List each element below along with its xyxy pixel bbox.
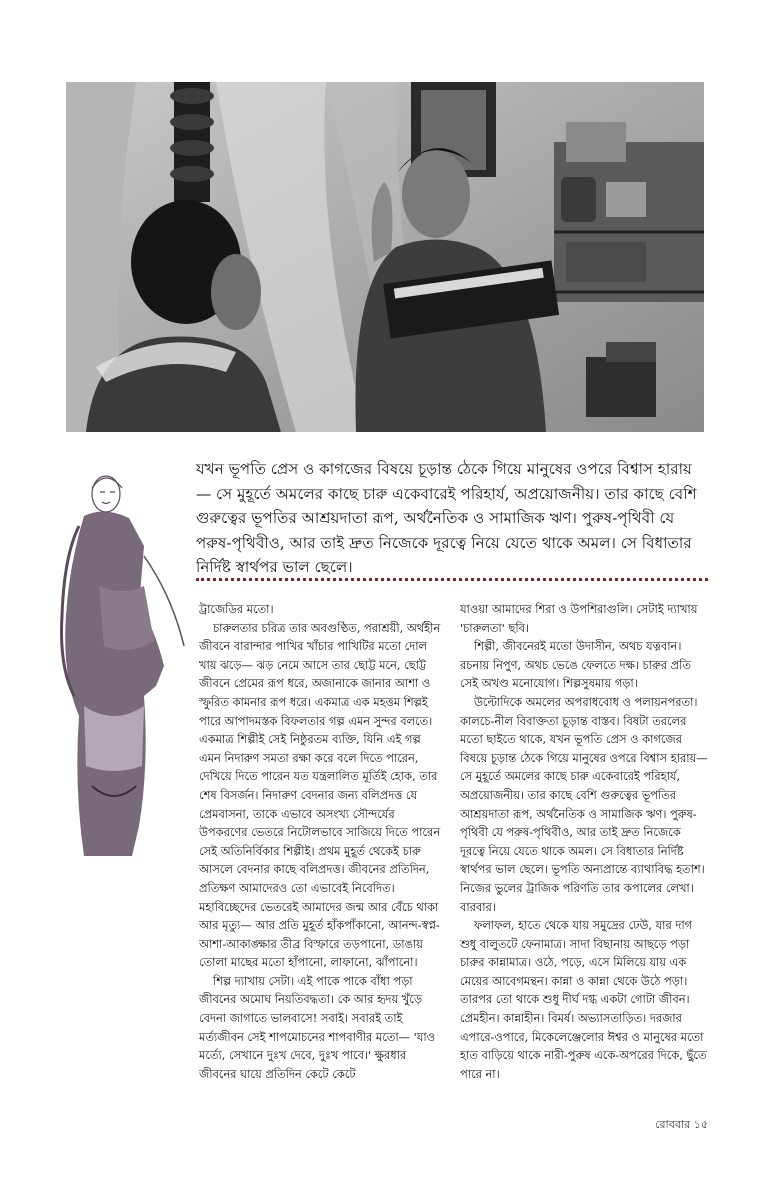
left-column <box>199 600 444 1083</box>
paragraph: উল্টোদিকে অমলের অপরাধবোধ ও পলায়নপরতা। কালচে-নীল বিবাক্ততা চূড়ান্ত বাস্তব। বিষটা তরলের মতো ছাইতে থাকে, যখন ভূপতি প্রেস ও কাগজের বিষয়ে চূড়ান্ত ঠেকে গিয়ে মানুষের ওপরে বিশ্বাস হারায়— সে মুহূর্তে অমলের কাছে চারু একেবারেই পরিহার্য, অপ্রয়োজনীয়। তার কাছে বেশি গুরুত্বের ভূপতির আশ্রয়দাতা রূপ, অর্থনৈতিক ও সামাজিক ঋণ। পুরুষ-পৃথিবী যে পরুষ-পৃথিবীও, আর তাই দ্রুত নিজেকে দূরত্বে নিয়ে যেতে থাকে অমল। সে বিধাতার নির্দিষ্ট স্বার্থপর ভাল ছেলে। ভূপতি অন্যপ্রান্তে ব্যাথাবিদ্ধ হতাশ। নিজের ভুলের ট্রাজিক পরিণতি তার কপালের লেখা। বারবার। <box>460 694 708 914</box>
paragraph: ট্রাজেডির মতো। <box>199 602 274 616</box>
paragraph: শিল্পী, জীবনেরই মতো উদাসীন, অথচ যত্নবান। রচনায় নিপুণ, অথচ ভেঙে ফেলতে দক্ষ। চারুর প্রতি সেই অখণ্ড মনোযোগ। শিল্পসুষমায় গড়া। <box>460 639 691 691</box>
pull-quote: যখন ভূপতি প্রেস ও কাগজের বিষয়ে চূড়ান্ত ঠেকে গিয়ে মানুষের ওপরে বিশ্বাস হারায়— সে মুহূর্তে অমলের কাছে চারু একেবারেই পরিহার্য, অপ্রয়োজনীয়। তার কাছে বেশি গুরুত্বের ভূপতির আশ্রয়দাতা রূপ, অর্থনৈতিক ও সামাজিক ঋণ। পুরুষ-পৃথিবী যে পরুষ-পৃথিবীও, আর তাই দ্রুত নিজেকে দূরত্বে নিয়ে যেতে থাকে অমল। সে বিধাতার নির্দিষ্ট স্বার্থপর ভাল ছেলে। <box>196 460 697 576</box>
saree-woman-sketch <box>44 466 194 861</box>
right-column <box>460 600 708 1083</box>
sketch-illustration <box>44 466 194 861</box>
paragraph: যাওয়া আমাদের শিরা ও উপশিরাগুলি। সেটাই দ্যাখায় 'চারুলতা' ছবি। <box>460 602 698 635</box>
photo-illustration <box>66 82 704 432</box>
page-footer: রোববার ১৫ <box>655 1118 708 1131</box>
paragraph: চারুলতার চরিত্র তার অবগুণ্ঠিত, পরাশ্রয়ী, অর্থহীন জীবনে বারান্দার পাখির খাঁচার পাখিটির মতো দোল খায় ঝড়ে— ঝড় নেমে আসে তার ছোট্ট মনে, ছোট্ট জীবনে প্রেমের রূপ ধরে, অজানাকে জানার আশা ও স্ফুরিত কামনার রূপ ধরে। একমাত্র এক মহত্তম শিল্পই পারে আপাদমস্তক বিফলতার গল্প এমন সুন্দর বলতে। একমাত্র শিল্পীই সেই নিষ্ঠুরতম ব্যক্তি, যিনি এই গল্প এমন নিদারুণ সমতা রক্ষা করে বলে দিতে পারেন, দেখিয়ে দিতে পারেন যত যন্ত্রলালিত মূর্তিই হোক, তার শেষ বিসর্জন। নিদারুণ বেদনার জন্য বলিপ্রদত্ত যে প্রেমবাসনা, তাকে এভাবে অসংখ্য সৌন্দর্যের উপকরণের ভেতরে নিটোলভাবে সাজিয়ে দিতে পারেন সেই অতিনির্বিকার শিল্পীই। প্রথম মুহূর্ত থেকেই চারু আসলে বেদনার কাছে বলিপ্রদত্ত। জীবনের প্রতিদিন, প্রতিক্ষণ আমাদেরও তো এভাবেই নিবেদিত। মহাবিচ্ছেদের ভেতরেই আমাদের জন্ম আর বেঁচে থাকা আর মৃত্যু— আর প্রতি মুহূর্ত হাঁকপাঁকানো, আনন্দ-স্বপ্ন-আশা-আকাঙ্ক্ষার তীব্র বিস্ফারে তড়পানো, ডাঙায় তোলা মাছের মতো হাঁপানো, লাফানো, ঝাঁপানো। <box>199 620 441 970</box>
paragraph: ফলাফল, হাতে থেকে যায় সমুদ্রের ঢেউ, যার দাগ শুধু বালুতটে ফেনামাত্র। সাদা বিছানায় আছড়ে পড়া চারুর কান্নামাত্র। ওঠে, পড়ে, এসে মিলিয়ে যায় এক মেয়ের আবেগমন্থন। কান্না ও কান্না থেকে উঠে পড়া। তারপর তো থাকে শুধু দীর্ঘ দগ্ধ একটা গোটা জীবন। প্রেমহীন। কান্নাহীন। বিমর্ষ। অভ্যাসতাড়িত। দরজার এপারে-ওপারে, মিকেলেঞ্জেলোর ঈশ্বর ও মানুষের মতো হাত বাড়িয়ে থাকে নারী-পুরুষ একে-অপরের দিকে, ছুঁতে পারে না। <box>460 918 707 1081</box>
paragraph: শিল্প দ্যাখায় সেটা। এই পাকে পাকে বাঁধা পড়া জীবনের অমোঘ নিয়তিবদ্ধতা। কে আর হৃদয় খুঁড়ে বেদনা জাগাতে ভালবাসে! সবাই। সবারই তাই মর্ত্যজীবন সেই শাপমোচনের শাপবাণীর মতো— 'যাও মর্ত্যে, সেখানে দুঃখ দেবে, দুঃখ পাবে।' ক্ষুরধার জীবনের ঘায়ে প্রতিদিন কেটে কেটে <box>199 973 436 1081</box>
film-still-photo <box>66 82 704 432</box>
dotted-divider <box>196 578 708 582</box>
